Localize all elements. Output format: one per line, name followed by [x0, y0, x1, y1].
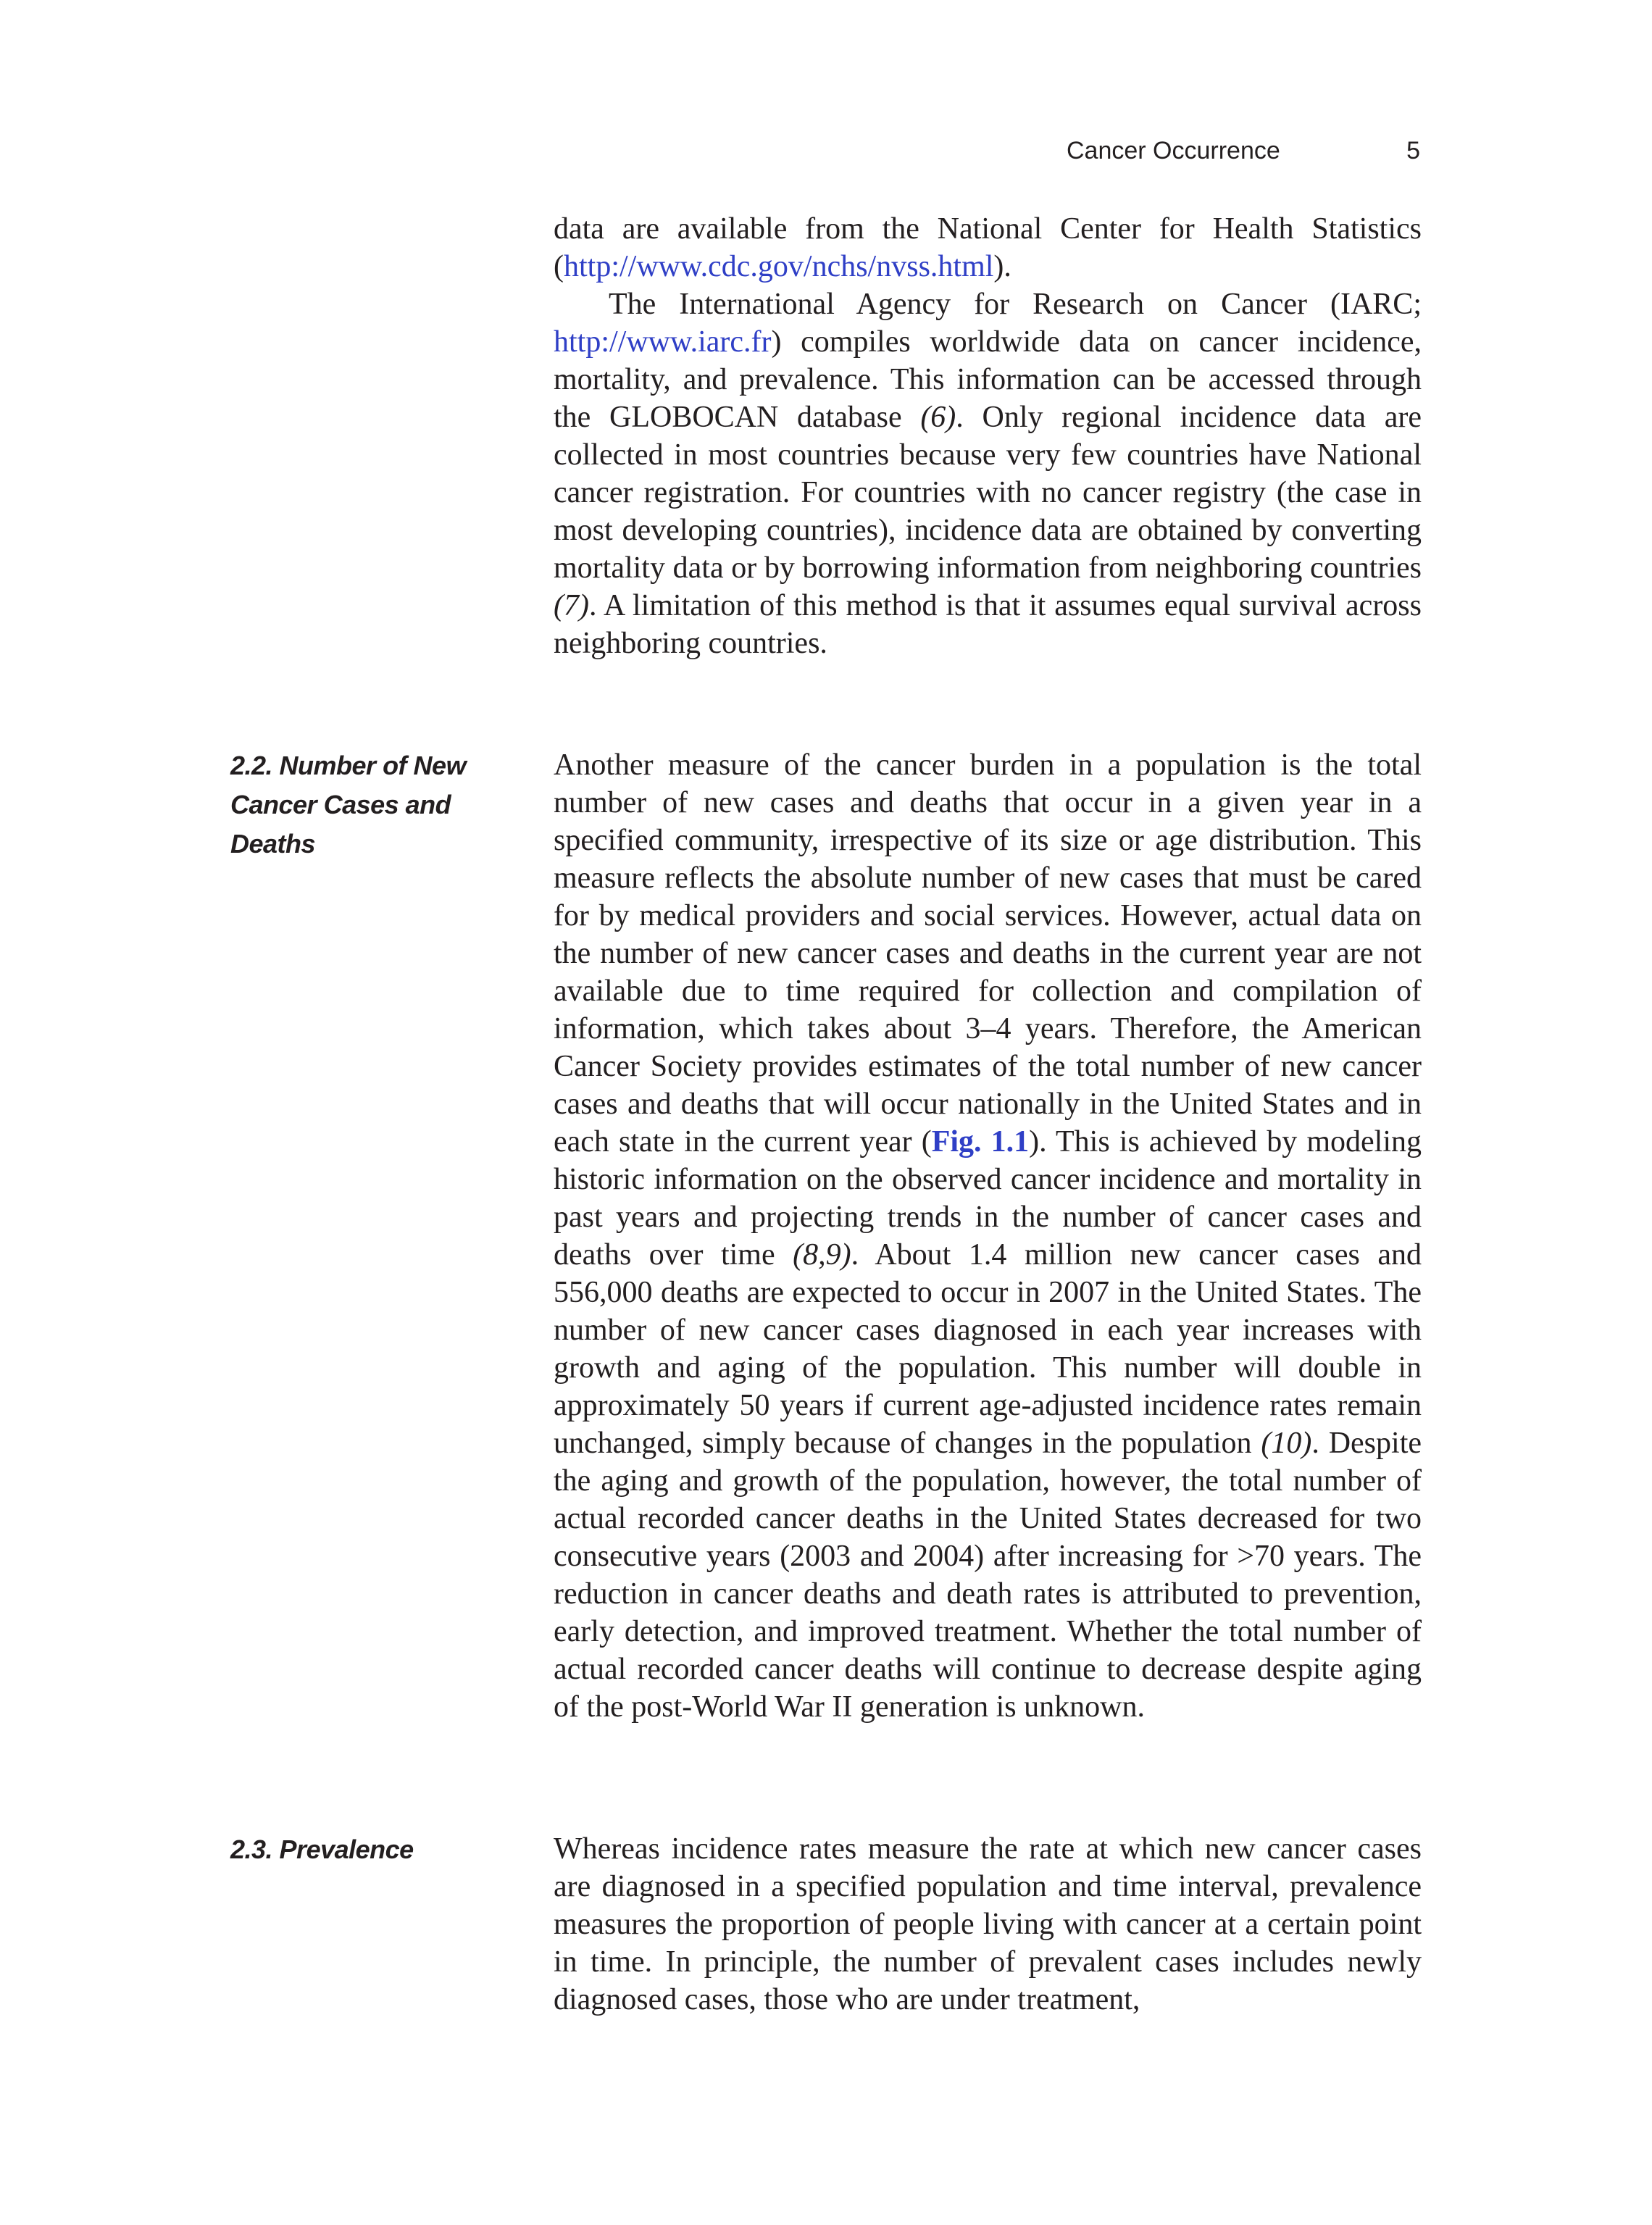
paragraph-text: . About 1.4 million new cancer cases and 556,000 deaths are expected to occur in 2007 in the United States. The number of new cancer cases diagnosed in each year increases with growth and aging of the population. This number will double in approximately 50 years if current age-adjusted incidence rates remain unchanged, simply because of changes in the population [554, 1238, 1422, 1460]
paragraph-text: . A limitation of this method is that it assumes equal survival across neighboring countries. [554, 589, 1422, 660]
section-heading-2-2: 2.2. Number of New Cancer Cases and Deaths [230, 751, 467, 859]
paragraph-text: data are available from the National Center for Health Statistics ( [554, 212, 1422, 283]
nchs-link[interactable]: http://www.cdc.gov/nchs/nvss.html [564, 250, 994, 283]
paragraph-cases-deaths [554, 746, 1422, 1726]
iarc-link[interactable]: http://www.iarc.fr [554, 325, 772, 359]
intro-text-block [554, 210, 1422, 662]
paragraph-text: The International Agency for Research on Cancer (IARC; [609, 288, 1422, 321]
page-number: 5 [1406, 137, 1420, 164]
paragraph-prevalence: Whereas incidence rates measure the rate at which new cancer cases are diagnosed in a specified population and time interval, prevalence measures the proportion of people living with cancer at a certain point in time. In principle, the number of prevalent cases includes newly diagnosed cases, those who are under treatment, [554, 1832, 1422, 2016]
citation-7: (7) [554, 589, 589, 622]
figure-1-1-link[interactable]: Fig. 1.1 [931, 1125, 1030, 1159]
citation-6: (6) [920, 401, 956, 434]
paragraph-text: ). [993, 250, 1011, 283]
section-2-3-body [554, 1830, 1422, 2019]
section-heading-2-3: 2.3. Prevalence [230, 1834, 414, 1864]
citation-10: (10) [1261, 1427, 1312, 1460]
running-head-title: Cancer Occurrence [1067, 137, 1280, 164]
paragraph-iarc [554, 285, 1422, 662]
paragraph-nchs [554, 210, 1422, 285]
paragraph-text: . Only regional incidence data are collected in most countries because very few countries have National cancer registration. For countries with no cancer registry (the case in most developing countries), incidence data are obtained by converting mortality data or by borrowing information from neighboring countries [554, 401, 1422, 585]
paragraph-text: Another measure of the cancer burden in a population is the total number of new cases and deaths that occur in a given year in a specified community, irrespective of its size or age distribution. This measure reflects the absolute number of new cases that must be cared for by medical providers and social services. However, actual data on the number of new cancer cases and deaths in the current year are not available due to time required for collection and compilation of information, which takes about 3–4 years. Therefore, the American Cancer Society provides estimates of the total number of new cancer cases and deaths that will occur nationally in the United States and in each state in the current year ( [554, 748, 1422, 1159]
paragraph-text: ) compiles worldwide data on cancer incidence, mortality, and prevalence. This information can be accessed through the GLOBOCAN database [554, 325, 1422, 434]
citation-8-9: (8,9) [793, 1238, 851, 1272]
paragraph-text: . Despite the aging and growth of the population, however, the total number of actual recorded cancer deaths in the United States decreased for two consecutive years (2003 and 2004) after increasing for >70 years. The reduction in cancer deaths and death rates is attributed to prevention, early detection, and improved treatment. Whether the total number of actual recorded cancer deaths will continue to decrease despite aging of the post-World War II generation is unknown. [554, 1427, 1422, 1724]
running-head [1029, 129, 1420, 172]
paragraph-text: ). This is achieved by modeling historic information on the observed cancer incidence and mortality in past years and projecting trends in the number of cancer cases and deaths over time [554, 1125, 1422, 1272]
section-2-2-body [554, 746, 1422, 1726]
